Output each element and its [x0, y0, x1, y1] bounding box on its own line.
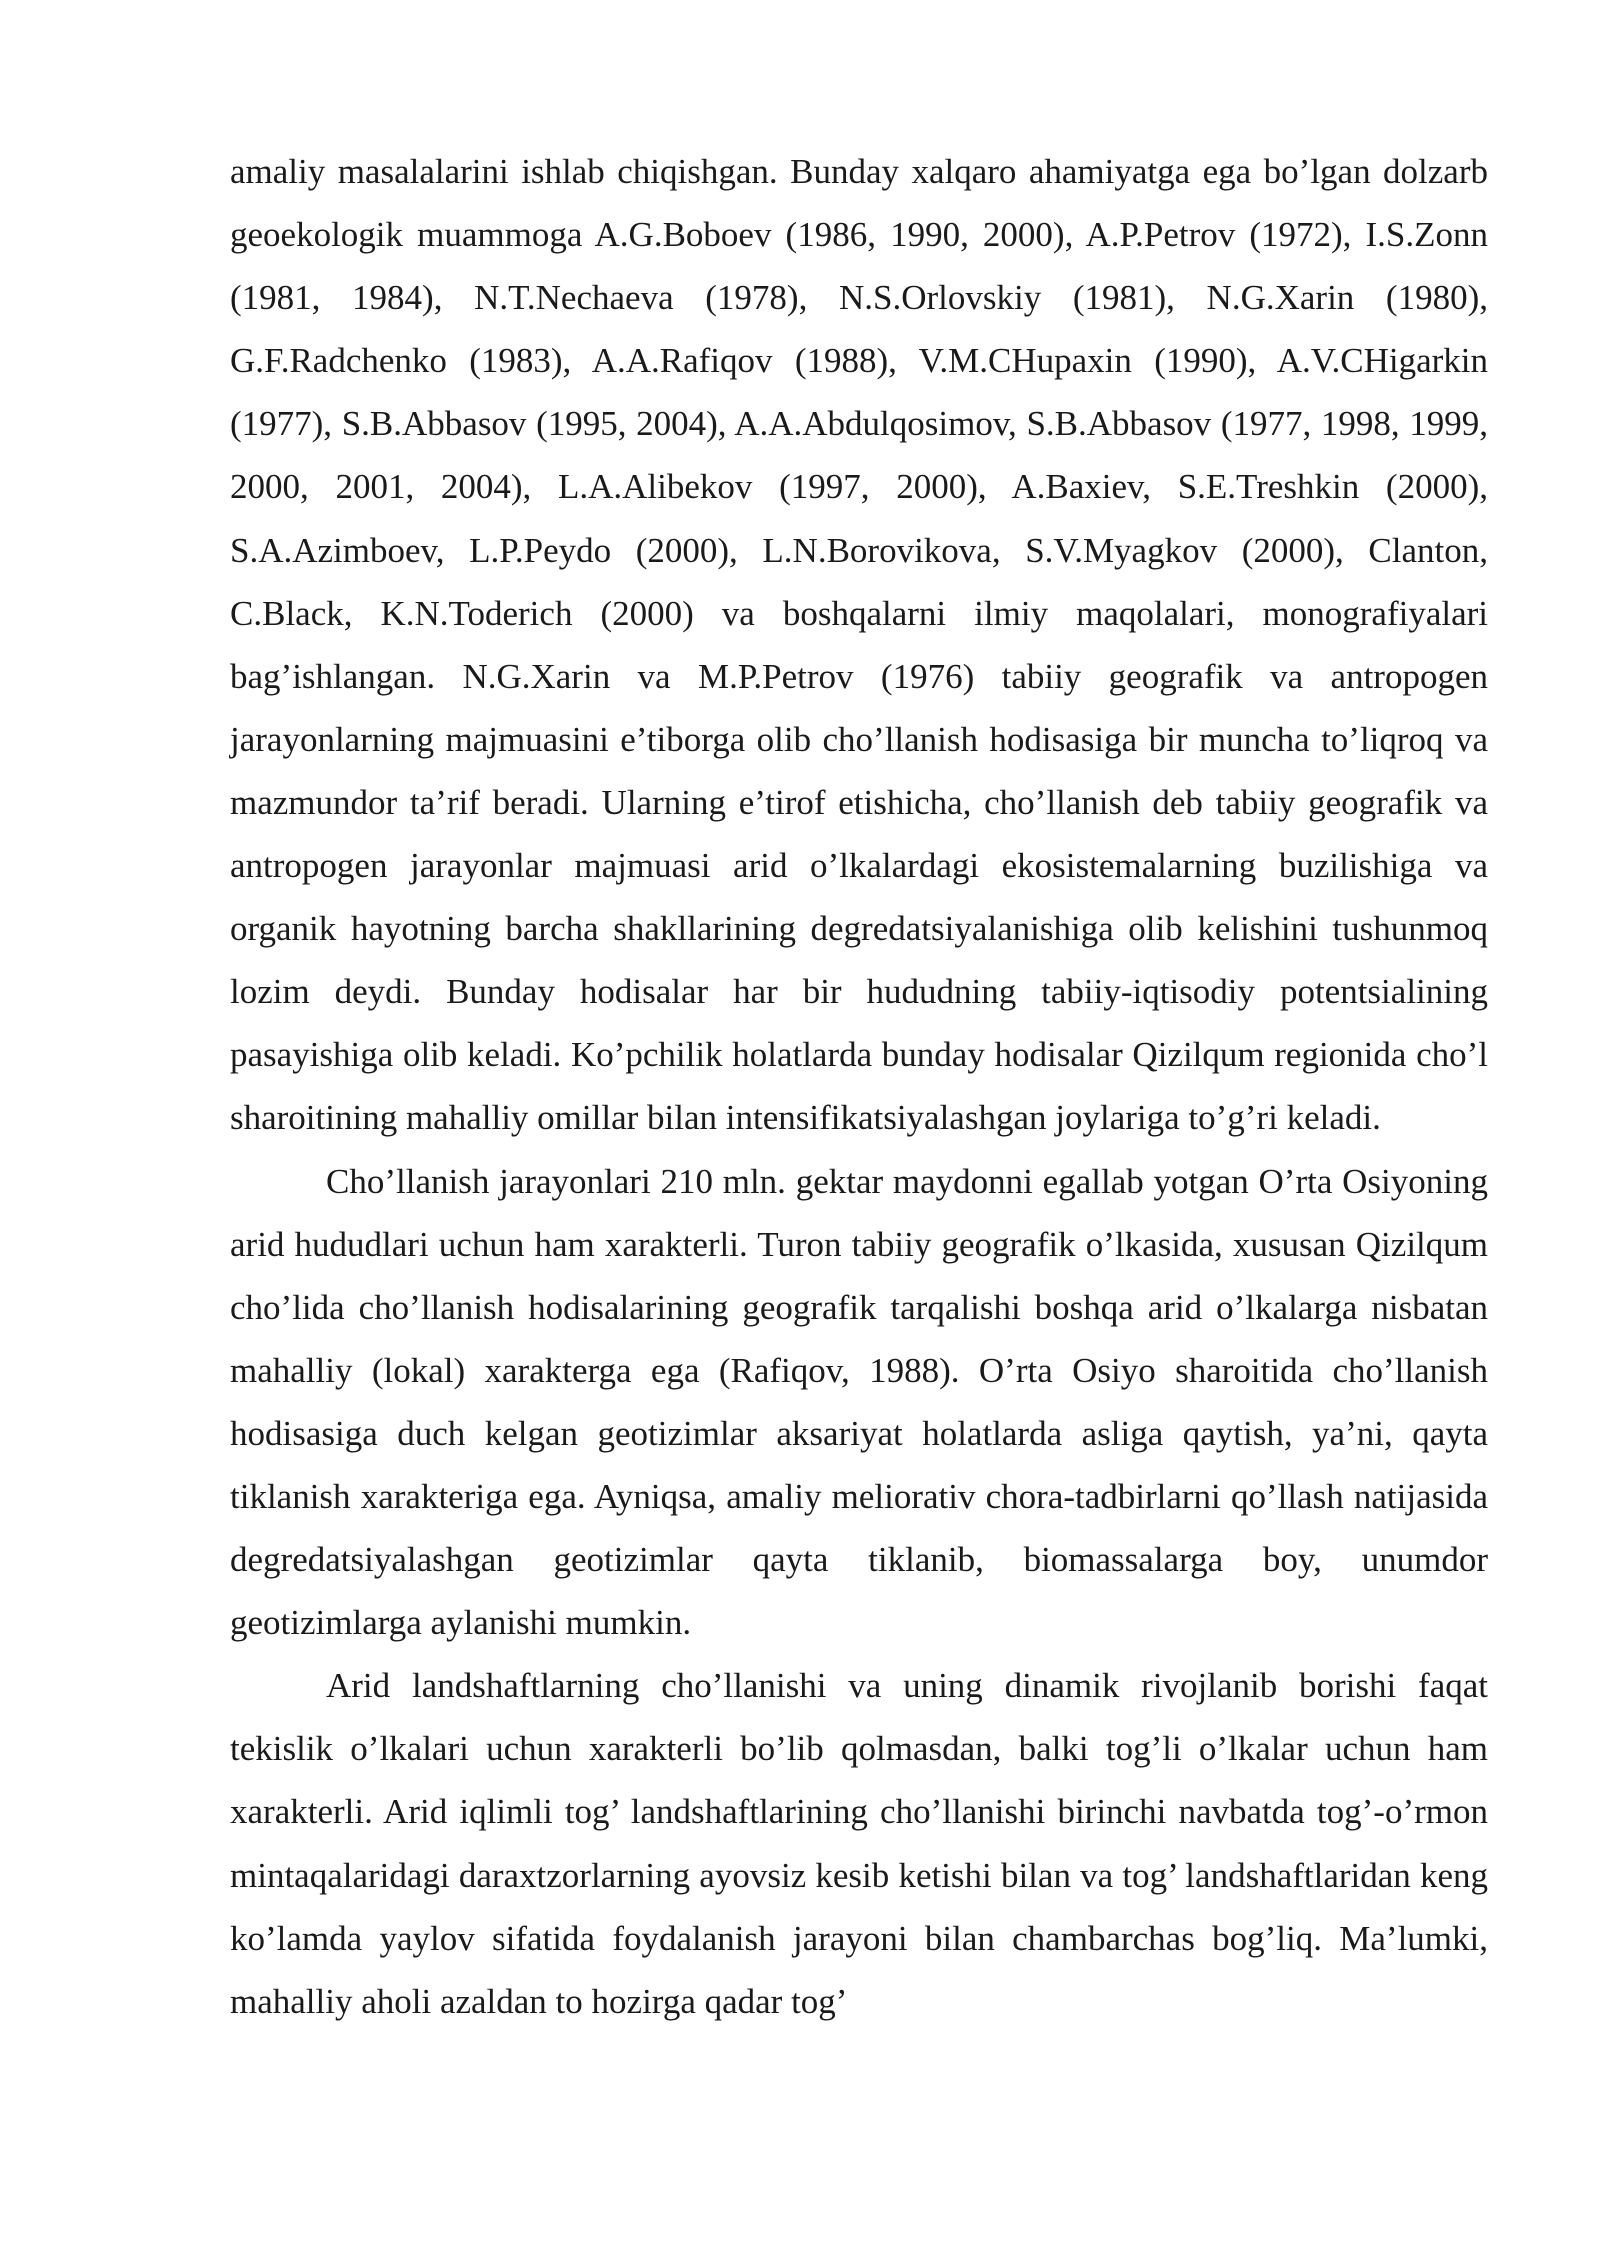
paragraph-1: amaliy masalalarini ishlab chiqishgan. Bunday xalqaro ahamiyatga ega bo’lgan dolzarb geoekologik muammoga A.G.Boboev (1986, 1990, 2000), A.P.Petrov (1972), I.S.Zonn (1981, 1984), N.T.Nechaeva (1978), N.S.Orlovskiy (1981), N.G.Xarin (1980), G.F.Radchenko (1983), A.A.Rafiqov (1988), V.M.CHupaxin (1990), A.V.CHigarkin (1977), S.B.Abbasov (1995, 2004), A.A.Abdulqosimov, S.B.Abbasov (1977, 1998, 1999, 2000, 2001, 2004), L.A.Alibekov (1997, 2000), A.Baxiev, S.E.Treshkin (2000), S.A.Azimboev, L.P.Peydo (2000), L.N.Borovikova, S.V.Myagkov (2000), Clanton, C.Black, K.N.Toderich (2000) va boshqalarni ilmiy maqolalari, monografiyalari bag’ishlangan. N.G.Xarin va M.P.Petrov (1976) tabiiy geografik va antropogen jarayonlarning majmuasini e’tiborga olib cho’llanish hodisasiga bir muncha to’liqroq va mazmundor ta’rif beradi. Ularning e’tirof etishicha, cho’llanish deb tabiiy geografik va antropogen jarayonlar majmuasi arid o’lkalardagi ekosistemalarning buzilishiga va organik hayotning barcha shakllarining degredatsiyalanishiga olib kelishini tushunmoq lozim deydi. Bunday hodisalar har bir hududning tabiiy-iqtisodiy potentsialining pasayishiga olib keladi. Ko’pchilik holatlarda bunday hodisalar Qizilqum regionida cho’l sharoitining mahalliy omillar bilan intensifikatsiyalashgan joylariga to’g’ri keladi.	[230, 152, 1488, 1138]
paragraph-2: Cho’llanish jarayonlari 210 mln. gektar maydonni egallab yotgan O’rta Osiyoning arid hududlari uchun ham xarakterli. Turon tabiiy geografik o’lkasida, xususan Qizilqum cho’lida cho’llanish hodisalarining geografik tarqalishi boshqa arid o’lkalarga nisbatan mahalliy (lokal) xarakterga ega (Rafiqov, 1988). O’rta Osiyo sharoitida cho’llanish hodisasiga duch kelgan geotizimlar aksariyat holatlarda asliga qaytish, ya’ni, qayta tiklanish xarakteriga ega. Ayniqsa, amaliy meliorativ chora-tadbirlarni qo’llash natijasida degredatsiyalashgan geotizimlar qayta tiklanib, biomassalarga boy, unumdor geotizimlarga aylanishi mumkin.	[230, 1161, 1488, 1643]
document-body	[230, 140, 1488, 2033]
paragraph-3: Arid landshaftlarning cho’llanishi va uning dinamik rivojlanib borishi faqat tekislik o’lkalari uchun xarakterli bo’lib qolmasdan, balki tog’li o’lkalar uchun ham xarakterli. Arid iqlimli tog’ landshaftlarining cho’llanishi birinchi navbatda tog’-o’rmon mintaqalaridagi daraxtzorlarning ayovsiz kesib ketishi bilan va tog’ landshaftlaridan keng ko’lamda yaylov sifatida foydalanish jarayoni bilan chambarchas bog’liq. Ma’lumki, mahalliy aholi azaldan to hozirga qadar tog’	[230, 1666, 1488, 2021]
